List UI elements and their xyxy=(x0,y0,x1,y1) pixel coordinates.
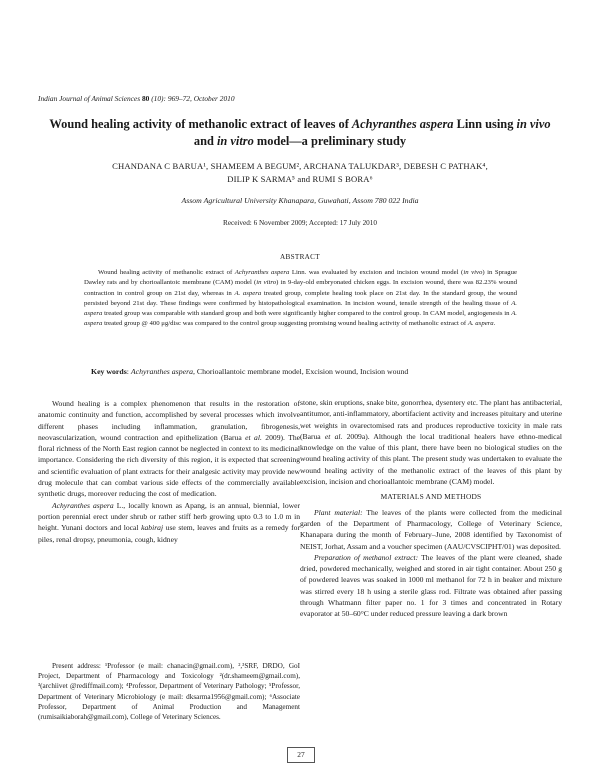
journal-volume: 80 xyxy=(141,94,150,103)
abstract-text: ) in 9-day-old embryonated chicken eggs. In excision wound, there was 82.23% wound contraction in control group on 21st day, whereas in xyxy=(84,279,517,297)
abstract-text: ) in Sprague Dawley rats and by chorioallantoic membrane (CAM) model ( xyxy=(84,269,518,287)
page-number: 27 xyxy=(287,747,315,763)
right-column xyxy=(300,397,562,620)
paragraph-label: Plant material: xyxy=(314,507,363,517)
title-species: Achyranthes aspera xyxy=(351,117,454,131)
affiliation: Assom Agricultural University Khanapara, Guwahati, Assom 780 022 India xyxy=(181,196,419,205)
body-italic: kabiraj xyxy=(141,523,164,533)
abstract-italic: in vivo xyxy=(463,269,483,276)
abstract-text: Linn. was evaluated by excision and incision wound model ( xyxy=(289,269,464,276)
body-text: 2009). The floral richness of the North East region cannot be neglected in context to its medicinal importance. Considering the rich diversity of this region, it is expected that screening and scientific evaluation of plant extracts for their analgesic activity may provide new drug molecule that can combat various side effects of the commercially available synthetic drugs, moreover reducing the cost of medication. xyxy=(38,432,301,499)
author-line: DILIP K SARMA⁵ and RUMI S BORA⁶ xyxy=(227,173,373,184)
body-italic: et al. xyxy=(324,431,343,441)
plant-material-paragraph xyxy=(300,507,562,552)
received-dates: Received: 6 November 2009; Accepted: 17 July 2010 xyxy=(223,219,377,227)
author-list xyxy=(40,160,560,185)
left-column xyxy=(38,398,300,545)
title-part: Wound healing activity of methanolic extract of leaves of xyxy=(49,117,352,131)
title-part: model—a preliminary study xyxy=(253,134,407,148)
abstract-text: treated group @ 400 μg/disc was compared to the control group suggesting promising wound healing activity of methanolic extract of xyxy=(102,320,468,328)
body-text: stone, skin eruptions, snake bite, gonorrhea, dysentery etc. The plant has antibacterial, antitumor, anti-inflammatory, abortifacient activity and increases pituitary and uterine wet weights in ovarectomised rats and produces reproductive toxicity in male rats (Barua xyxy=(300,398,562,441)
abstract-heading: ABSTRACT xyxy=(280,253,320,261)
abstract-italic: Achyranthes aspera xyxy=(234,269,290,276)
abstract-text: . xyxy=(493,320,496,328)
keywords-line xyxy=(91,367,531,376)
abstract-text: treated group was comparable with standard group and both were significantly higher compared to the control group. In CAM model, angiogenesis in xyxy=(102,310,512,318)
body-text: 2009a). Although the local traditional healers have ethno-medical knowledge on the value of this plant, there have been no biological studies on the wound healing activity of this plant. The present study was undertaken to evaluate the wound healing activity of the methanolic extract of the leaves of this plant by excision, incision and chorioallantoic membrane (CAM) model. xyxy=(300,431,562,487)
paper-title xyxy=(40,116,560,150)
paragraph-label: Preparation of methanol extract: xyxy=(314,552,419,562)
intro-paragraph-3 xyxy=(300,397,562,487)
title-part: Linn using xyxy=(453,117,517,131)
body-text: L., locally known as Apang, is an annual, biennial, lower portion perennial erect under shrub or rather stiff herb growing upto 0.3 to 1.0 m in height. Yunani doctors and local xyxy=(38,500,301,533)
body-italic: Achyranthes aspera xyxy=(52,500,114,510)
author-line: CHANDANA C BARUA¹, SHAMEEM A BEGUM², ARCHANA TALUKDAR³, DEBESH C PATHAK⁴, xyxy=(112,161,488,171)
title-in-vitro: in vitro xyxy=(216,134,254,148)
body-text: use stem, leaves and fruits as a remedy for piles, renal dropsy, pneumonia, cough, kidney xyxy=(38,523,300,544)
keywords-separator: : xyxy=(126,367,131,376)
body-text: The leaves of the plants were collected from the medicinal garden of the Department of Pharmacology, College of Veterinary Science, Khanapara during the month of February–June, 2008 identified by Taxonomist of NEIST, Jorhat, Assam and a voucher specimen (AAU/CVSCIPHT/01) was deposited. xyxy=(300,507,562,551)
abstract-italic: A. aspera xyxy=(84,310,517,328)
abstract-text: treated group, complete healing took place on 21st day. In the standard group, the wound persisted beyond 21st day. These findings were confirmed by histopathological examination. In incision wound, tensile strength of the healing tissue of xyxy=(84,289,518,307)
intro-paragraph-2 xyxy=(38,500,300,545)
intro-paragraph-1 xyxy=(38,398,300,500)
journal-citation xyxy=(38,94,235,103)
title-in-vivo: in vivo xyxy=(516,117,551,131)
abstract-text: Wound healing activity of methanolic extract of xyxy=(98,269,235,276)
abstract-italic: A. aspera xyxy=(84,299,517,318)
author-footnote: Present address: ¹Professor (e mail: chanacin@gmail.com), ²,³SRF, DRDO, GoI Project, Department of Pharmacology and Toxicology ²(dr.shameem@gmail.com), ³(archiivet @rediffmail.com); ⁴Professor, Department of Veterinary Pathology; ⁵Professor, Department of Veterinary Microbiology (e mail: dksarma1956@gmail.com); ⁶Associate Professor, Department of Animal Production and Management (rumisaikiaborah@gmail.com), College of Veterinary Sciences. xyxy=(38,662,300,722)
abstract-italic: A. aspera xyxy=(234,289,262,297)
journal-name: Indian Journal of Animal Sciences xyxy=(38,94,141,103)
title-part: and xyxy=(193,134,217,148)
abstract-italic: A. aspera xyxy=(467,320,494,328)
keyword-species: Achyranthes aspera xyxy=(130,367,194,376)
body-text: The leaves of the plant were cleaned, shade dried, powdered mechanically, weighed and stored in air tight container. About 250 g of powdered leaves was soaked in 1000 ml methanol for 72 h in beaker and mixture was stirred every 18 h using a sterile glass rod. Filtrate was obtained after passing through Whatmann filter paper no. 1 for 3 times and concentrated in Rotary evaporator at 50–60°C under reduced pressure leaving a dark brown xyxy=(300,552,562,619)
body-italic: et al. xyxy=(245,432,262,442)
keywords-rest: , Chorioallantoic membrane model, Excision wound, Incision wound xyxy=(193,367,409,376)
abstract-italic: in vitro xyxy=(256,279,277,287)
journal-issue-date: (10): 969–72, October 2010 xyxy=(151,94,235,103)
body-text: Wound healing is a complex phenomenon that results in the restoration of anatomic continuity and function, accomplished by several processes which involve different phases including inflammation, granulation, fibrogenesis, neovascularization, wound contraction and epithelization (Barua xyxy=(38,399,300,442)
keywords-label: Key words xyxy=(91,367,127,376)
extract-preparation-paragraph xyxy=(300,552,562,620)
abstract-body xyxy=(84,268,517,330)
section-heading-methods: MATERIALS AND METHODS xyxy=(380,492,482,502)
